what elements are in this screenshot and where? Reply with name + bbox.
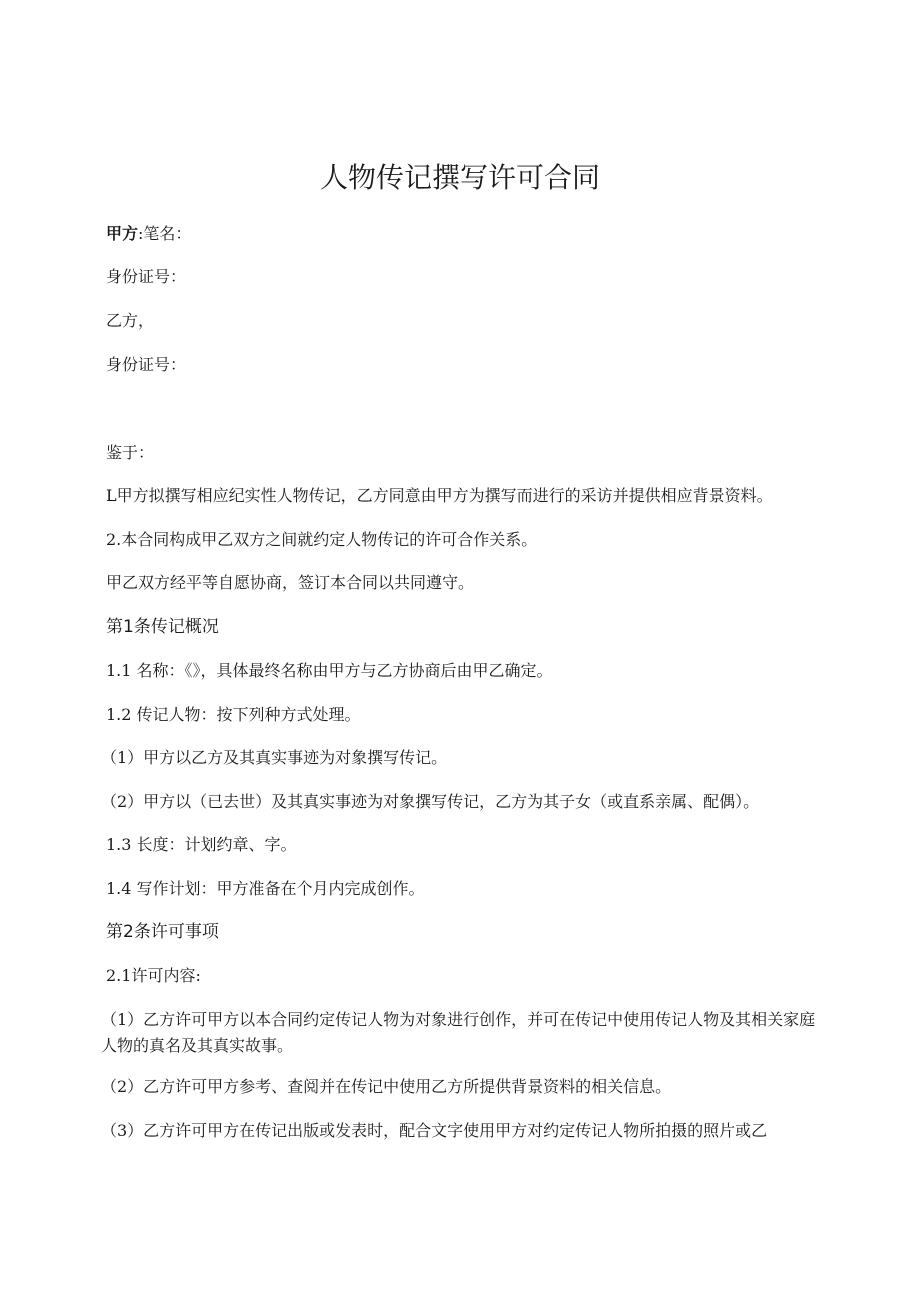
clause-1-3: 1.3 长度：计划约章、字。 — [106, 835, 297, 854]
document-title: 人物传记撰写许可合同 — [319, 161, 600, 194]
clause-2-1-item-1: （1）乙方许可甲方以本合同约定传记人物为对象进行创作，并可在传记中使用传记人物及其相关家庭人物的真名及其真实故事。 — [101, 1010, 816, 1055]
clause-2-1-item-3: （3）乙方许可甲方在传记出版或发表时，配合文字使用甲方对约定传记人物所拍摄的照片或乙 — [101, 1121, 768, 1140]
party-a-id-line: 身份证号： — [106, 267, 187, 286]
recital-2: 2.本合同构成甲乙双方之间就约定人物传记的许可合作关系。 — [106, 530, 538, 549]
article-2-heading: 第2条许可事项 — [106, 922, 219, 942]
clause-1-4: 1.4 写作计划：甲方准备在个月内完成创作。 — [106, 879, 425, 898]
clause-1-2-option-2: （2）甲方以（已去世）及其真实事迹为对象撰写传记，乙方为其子女（或直系亲属、配偶）。 — [101, 792, 760, 811]
party-a-label: 甲方 — [106, 224, 139, 243]
whereas-heading: 鉴于： — [106, 443, 155, 462]
clause-1-1: 1.1 名称：《》，具体最终名称由甲方与乙方协商后由甲乙确定。 — [106, 661, 553, 680]
clause-1-2-option-1: （1）甲方以乙方及其真实事迹为对象撰写传记。 — [101, 748, 448, 767]
clause-1-2: 1.2 传记人物：按下列种方式处理。 — [106, 705, 361, 724]
clause-2-1: 2.1许可内容: — [106, 966, 201, 985]
article-1-heading: 第1条传记概况 — [106, 617, 219, 637]
recital-1: L甲方拟撰写相应纪实性人物传记，乙方同意由甲方为撰写而进行的采访并提供相应背景资料。 — [106, 486, 773, 505]
party-a-line — [106, 222, 826, 246]
clause-2-1-item-2: （2）乙方许可甲方参考、查阅并在传记中使用乙方所提供背景资料的相关信息。 — [101, 1077, 672, 1096]
party-a-pen-name: :笔名： — [138, 224, 192, 243]
party-b-line: 乙方， — [106, 311, 155, 330]
party-b-id-line: 身份证号： — [106, 355, 187, 374]
agreement-statement: 甲乙双方经平等自愿协商，签订本合同以共同遵守。 — [106, 573, 475, 592]
